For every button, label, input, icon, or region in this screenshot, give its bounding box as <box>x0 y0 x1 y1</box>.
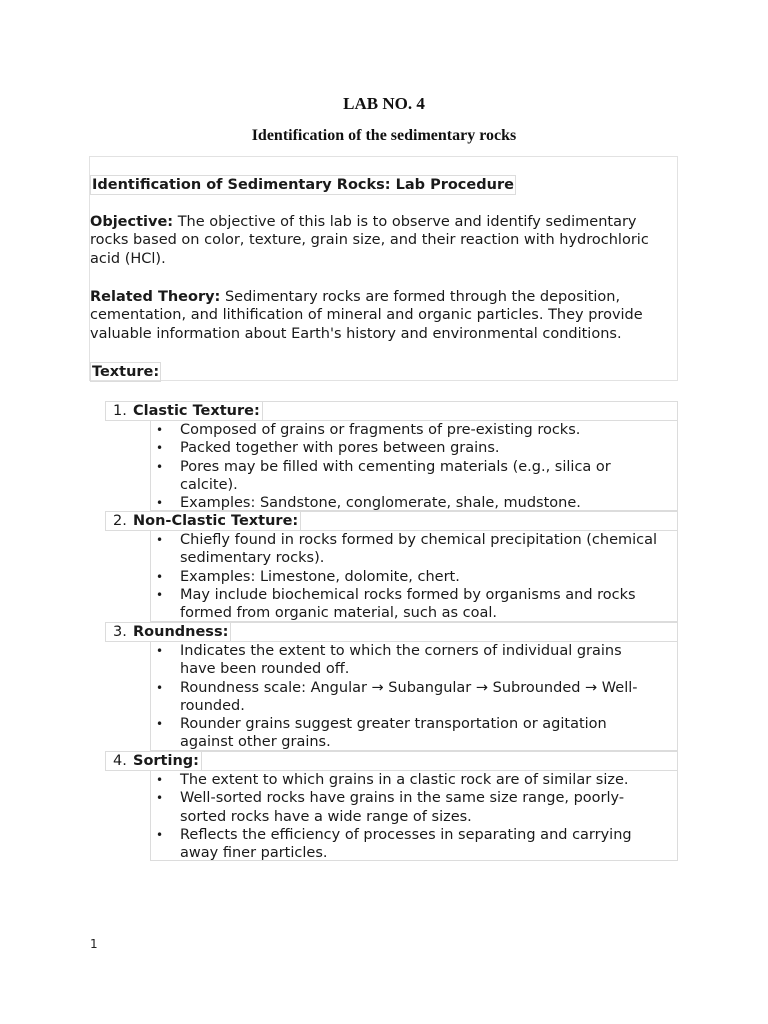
bullet-item <box>151 679 677 716</box>
procedure-heading-line <box>90 175 679 195</box>
bullet-icon: • <box>156 569 164 584</box>
bullet-text-line: Composed of grains or fragments of pre-existing rocks. <box>180 422 581 438</box>
bullet-text-line: Pores may be filled with cementing materials (e.g., silica or <box>180 458 611 475</box>
bullet-icon: • <box>156 459 164 474</box>
lab-title: LAB NO. 4 <box>343 94 425 113</box>
section-number: 1. <box>113 403 127 419</box>
bullet-text-line: Indicates the extent to which the corners of individual grains <box>180 643 622 659</box>
bullet-list <box>150 641 678 751</box>
bullet-list <box>150 770 678 861</box>
bullet-text-line: formed from organic material, such as coal. <box>180 605 498 622</box>
bullet-icon: • <box>156 791 164 806</box>
objective-label: Objective: <box>90 214 174 230</box>
bullet-icon: • <box>156 533 164 547</box>
section-header <box>105 622 678 642</box>
bullet-text-line: May include biochemical rocks formed by organisms and rocks <box>180 586 636 603</box>
texture-heading-line <box>90 362 679 382</box>
bullet-item <box>151 421 677 439</box>
objective-paragraph <box>90 213 679 268</box>
bullet-text-line: rounded. <box>180 697 245 714</box>
bullet-text-line: Reflects the efficiency of processes in separating and carrying <box>180 826 632 843</box>
section-header <box>105 401 678 421</box>
bullet-item <box>151 586 677 623</box>
bullet-item <box>151 771 677 789</box>
bullet-item <box>151 494 677 512</box>
bullet-icon: • <box>156 496 164 511</box>
bullet-text-line: sedimentary rocks). <box>180 550 325 567</box>
section-number: 4. <box>113 753 127 769</box>
lab-subtitle: Identification of the sedimentary rocks <box>251 127 517 144</box>
bullet-text-line: The extent to which grains in a clastic rock are of similar size. <box>180 772 629 788</box>
bullet-item <box>151 439 677 457</box>
bullet-icon: • <box>156 680 164 695</box>
theory-text-line: Sedimentary rocks are formed through the deposition, <box>224 289 621 305</box>
section-number: 2. <box>113 513 127 529</box>
objective-text-line: acid (HCl). <box>90 250 166 267</box>
section-title: Clastic Texture: <box>133 402 263 420</box>
bullet-icon: • <box>156 644 164 658</box>
texture-heading: Texture: <box>90 362 161 382</box>
objective-text-line: rocks based on color, texture, grain size, and their reaction with hydrochloric <box>90 232 649 249</box>
theory-label: Related Theory: <box>90 289 221 305</box>
bullet-text-line: Chiefly found in rocks formed by chemical precipitation (chemical <box>180 532 658 548</box>
bullet-text-line: have been rounded off. <box>180 661 350 678</box>
bullet-item <box>151 789 677 826</box>
bullet-icon: • <box>156 587 164 602</box>
bullet-text-line: Well-sorted rocks have grains in the same size range, poorly- <box>180 790 625 807</box>
intro-box <box>89 156 678 381</box>
theory-text-line: valuable information about Earth's history and environmental conditions. <box>90 325 622 342</box>
bullet-text-line: sorted rocks have a wide range of sizes. <box>180 808 472 825</box>
bullet-text-line: Examples: Limestone, dolomite, chert. <box>180 568 460 585</box>
section-header <box>105 751 678 771</box>
bullet-text-line: against other grains. <box>180 734 331 751</box>
section-title: Sorting: <box>133 752 202 770</box>
section-number: 3. <box>113 624 127 640</box>
bullet-item <box>151 458 677 495</box>
procedure-heading: Identification of Sedimentary Rocks: Lab Procedure <box>90 175 516 195</box>
bullet-text-line: away finer particles. <box>180 845 328 862</box>
bullet-icon: • <box>156 423 164 437</box>
bullet-item <box>151 642 677 679</box>
bullet-list <box>150 530 678 622</box>
bullet-text-line: Packed together with pores between grains. <box>180 440 500 457</box>
bullet-icon: • <box>156 717 164 732</box>
bullet-icon: • <box>156 441 164 456</box>
section-title: Non-Clastic Texture: <box>133 512 301 530</box>
bullet-icon: • <box>156 773 164 787</box>
bullet-list <box>150 420 678 511</box>
bullet-text-line: Rounder grains suggest greater transportation or agitation <box>180 716 607 733</box>
bullet-text-line: Examples: Sandstone, conglomerate, shale, mudstone. <box>180 495 581 512</box>
bullet-item <box>151 826 677 863</box>
bullet-text-line: Roundness scale: Angular → Subangular → Subrounded → Well- <box>180 679 638 696</box>
section-header <box>105 511 678 531</box>
bullet-item <box>151 531 677 568</box>
theory-paragraph <box>90 288 679 343</box>
bullet-text-line: calcite). <box>180 476 238 493</box>
section-title: Roundness: <box>133 623 231 641</box>
bullet-item <box>151 715 677 752</box>
page-number: 1 <box>90 937 98 951</box>
bullet-item <box>151 568 677 586</box>
objective-text-line: The objective of this lab is to observe and identify sedimentary <box>177 214 637 230</box>
bullet-icon: • <box>156 827 164 842</box>
theory-text-line: cementation, and lithification of mineral and organic particles. They provide <box>90 307 643 324</box>
